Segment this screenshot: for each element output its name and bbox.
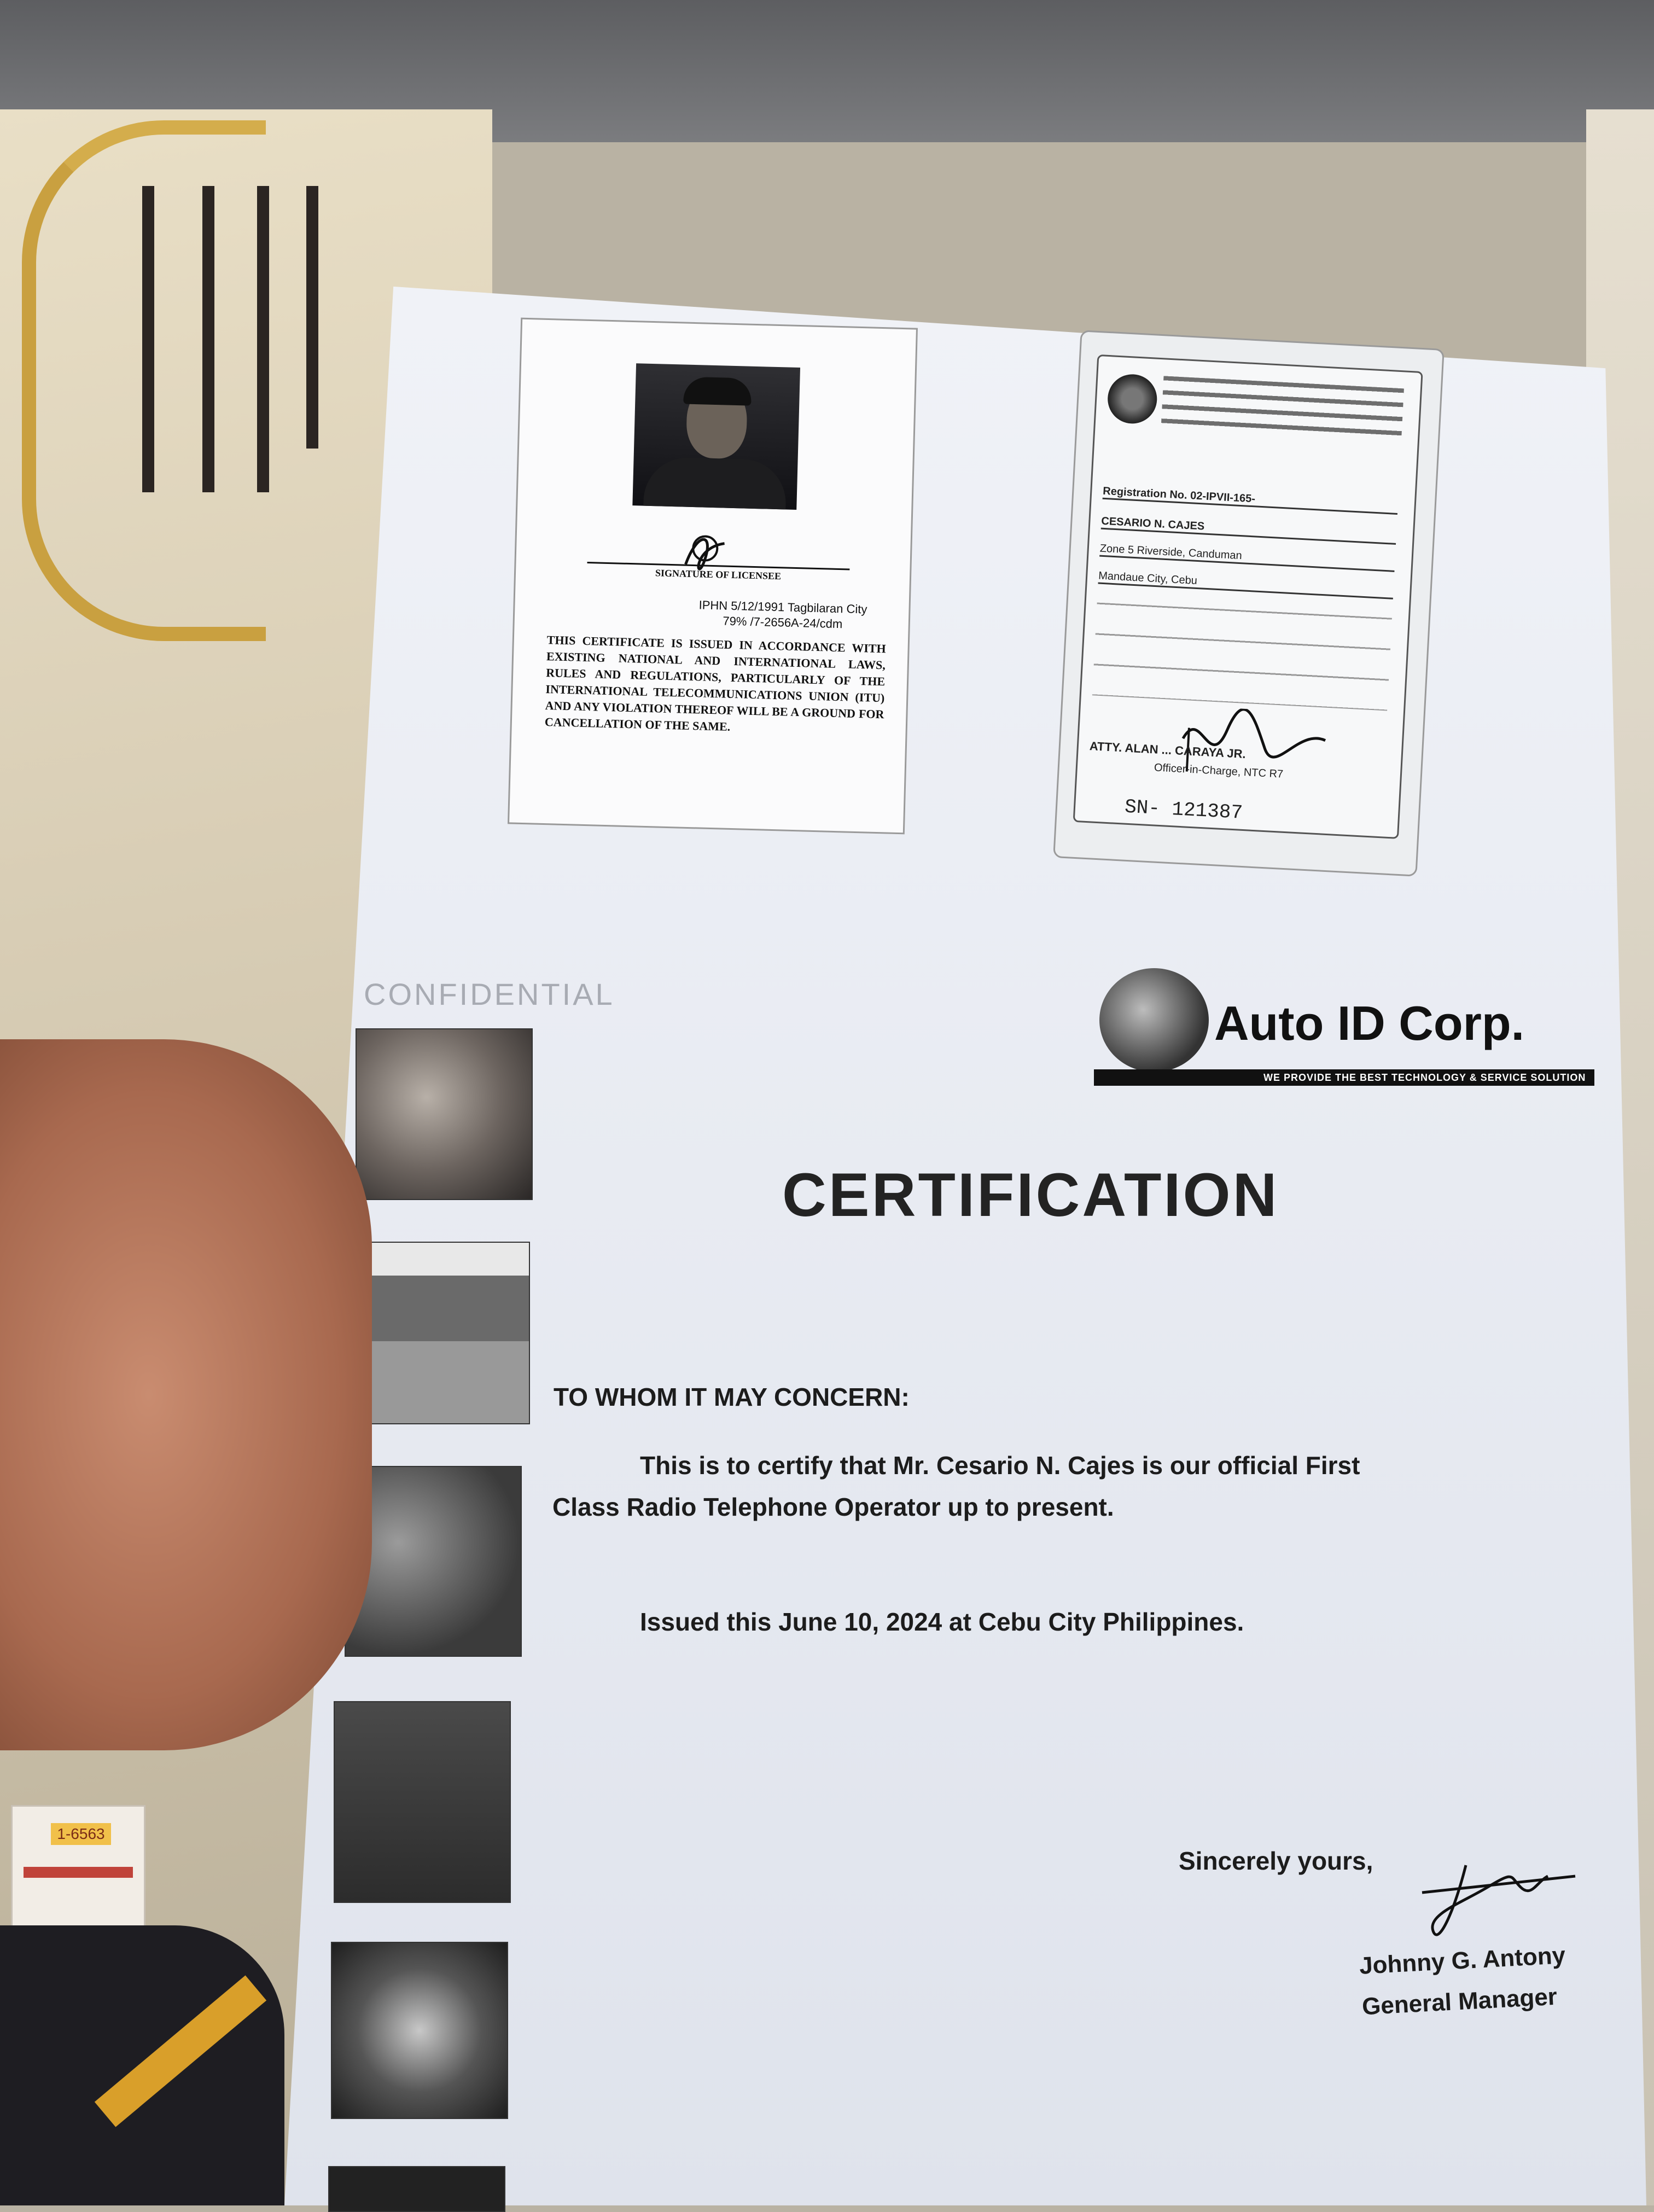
side-image-partial	[328, 2166, 505, 2212]
signer-title: General Manager	[1361, 1983, 1558, 2021]
issued-line: Issued this June 10, 2024 at Cebu City Philippines.	[640, 1608, 1244, 1636]
ntc-seal-icon	[1106, 373, 1158, 425]
license-card-inner	[1073, 354, 1423, 839]
wall-poster	[11, 1805, 145, 1940]
side-image-barcode-store	[353, 1242, 530, 1424]
birth-info: IPHN 5/12/1991 Tagbilaran City	[698, 598, 867, 616]
poster-label: 1-6563	[51, 1823, 111, 1845]
officer-title: Officer-in-Charge, NTC R7	[1154, 761, 1284, 781]
address-line-2: Mandaue City, Cebu	[1098, 570, 1394, 599]
registration-number: Registration No. 02-IPVII-165-	[1103, 485, 1399, 515]
closing: Sincerely yours,	[1179, 1847, 1373, 1875]
signer-name: Johnny G. Antony	[1358, 1942, 1566, 1980]
salutation: TO WHOM IT MAY CONCERN:	[554, 1383, 910, 1411]
licensee-photo	[632, 363, 800, 510]
license-card-back	[508, 318, 918, 835]
railing-baluster	[257, 186, 269, 492]
licensee-name: CESARIO N. CAJES	[1101, 515, 1397, 545]
confidential-watermark: CONFIDENTIAL	[364, 977, 615, 1011]
license-details-grid	[1092, 602, 1392, 711]
globe-icon	[1099, 968, 1209, 1072]
railing-baluster	[202, 186, 214, 492]
poster-stripe	[24, 1867, 133, 1878]
company-logo	[1094, 968, 1597, 1094]
license-card-front	[1053, 330, 1445, 877]
licensee-info	[679, 597, 887, 633]
side-image-woman-with-id	[356, 1028, 533, 1200]
side-image-globe	[331, 1942, 508, 2119]
body-line-2: Class Radio Telephone Operator up to present.	[552, 1493, 1114, 1521]
serial-number: SN- 121387	[1124, 795, 1244, 824]
agency-header-lines	[1161, 376, 1404, 438]
company-tagline: WE PROVIDE THE BEST TECHNOLOGY & SERVICE SOLUTION	[1263, 1072, 1586, 1083]
officer-name: ATTY. ALAN ... CARAYA JR.	[1089, 739, 1247, 761]
railing-baluster	[306, 186, 318, 449]
address-line-1: Zone 5 Riverside, Canduman	[1099, 543, 1395, 572]
license-disclaimer: THIS CERTIFICATE IS ISSUED IN ACCORDANCE WITH EXISTING NATIONAL AND INTERNATIONAL LAWS, RULES AND REGULATIONS, PARTICULARLY OF THE INTERNATIONAL TELECOMMUNICATIONS UNION (ITU) AND ANY VIOLATION THEREOF WILL BE A GROUND FOR CANCELLATION OF THE SAME.	[544, 633, 886, 734]
signature-label: SIGNATURE OF LICENSEE	[587, 562, 850, 584]
body-line-1: This is to certify that Mr. Cesario N. Cajes is our official First	[640, 1451, 1360, 1480]
railing-baluster	[142, 186, 154, 492]
company-name: Auto ID Corp.	[1214, 996, 1525, 1050]
side-image-rfid-team	[334, 1701, 511, 1903]
reference-code: 79% /7-2656A-24/cdm	[723, 614, 843, 631]
certification-title: CERTIFICATION	[782, 1161, 1279, 1229]
hand	[0, 1039, 372, 1750]
